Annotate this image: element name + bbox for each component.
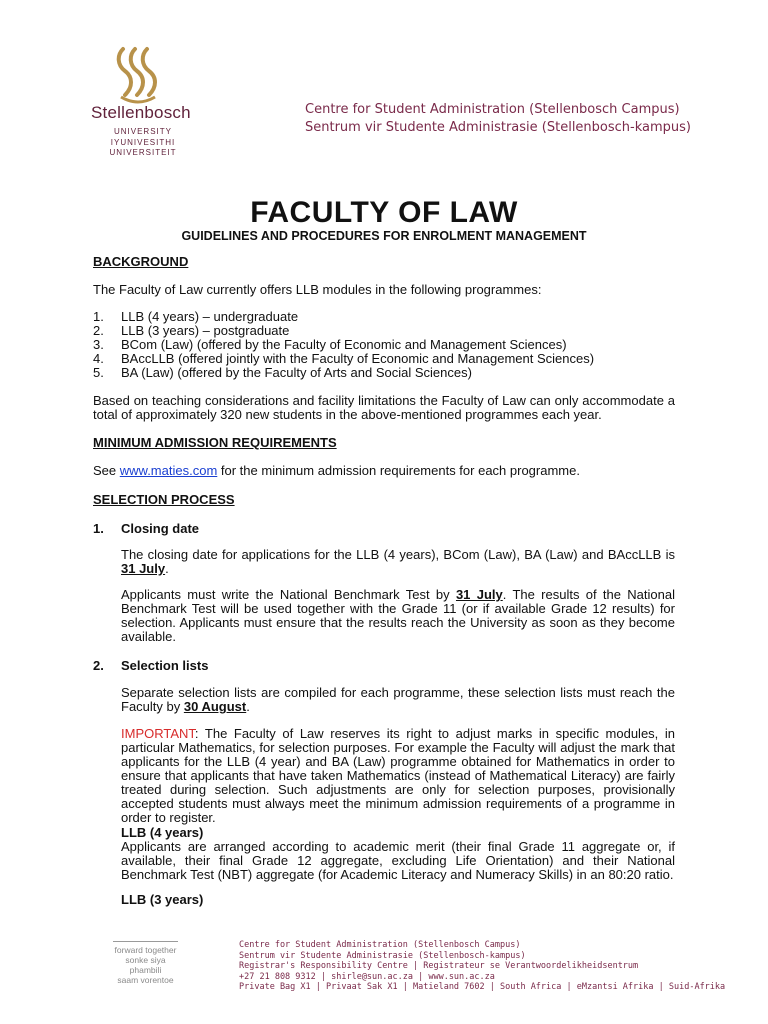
uni-line-xh: IYUNIVESITHI (110, 137, 176, 147)
important-label: IMPORTANT (121, 726, 195, 741)
motto-en: forward together (114, 945, 177, 955)
university-name-lines (91, 127, 195, 159)
header-centre-name (305, 101, 691, 137)
selection-lists-paragraph: Separate selection lists are compiled for each programme, these selection lists must reach the Faculty by 30 August. (121, 685, 675, 714)
page-subtitle: GUIDELINES AND PROCEDURES FOR ENROLMENT MANAGEMENT (181, 229, 587, 243)
motto-af: saam vorentoe (117, 975, 174, 985)
footer-line: +27 21 808 9312 | shirle@sun.ac.za | www.sun.ac.za (239, 971, 495, 982)
important-paragraph: IMPORTANT: The Faculty of Law reserves its right to adjust marks in specific modules, in particular Mathematics, for selection purposes. For example the Faculty will adjust the mark that applicants for the LLB (4 year) and BA (Law) programme obtained for Mathematics in order to ensure that applicants that have taken Mathematics (instead of Mathematical Literacy) are fairly treated during selection. Such adjustments are only for selection purposes, provisionally accepted students must always meet the minimum admission requirements of a programme in order to register. (121, 726, 675, 825)
list-item: 3. BCom (Law) (offered by the Faculty of Economic and Management Sciences) (93, 337, 567, 352)
llb4-heading: LLB (4 years) (121, 825, 204, 840)
list-item: 4. BAccLLB (offered jointly with the Faculty of Economic and Management Sciences) (93, 351, 595, 366)
footer-motto (113, 941, 178, 985)
footer-contact (239, 940, 725, 993)
uni-line-af: UNIVERSITEIT (109, 148, 177, 157)
background-intro: The Faculty of Law currently offers LLB modules in the following programmes: (93, 282, 542, 297)
section-selection-lists: 2. Selection lists (93, 658, 209, 673)
footer-line: Sentrum vir Studente Administrasie (Stellenbosch-kampus) (239, 950, 526, 961)
capacity-paragraph: Based on teaching considerations and facility limitations the Faculty of Law can only accommodate a total of approximately 320 new students in the above-mentioned programmes each year. (93, 393, 675, 422)
nbt-paragraph: Applicants must write the National Benchmark Test by 31 July. The results of the National Benchmark Test will be used together with the Grade 11 (or if available Grade 12 results) for selection. Applicants must ensure that the results reach the University as soon as they become available. (121, 587, 675, 644)
centre-name-af: Sentrum vir Studente Administrasie (Stellenbosch-kampus) (305, 120, 691, 135)
section-closing-date: 1. Closing date (93, 521, 200, 536)
min-admission-heading: MINIMUM ADMISSION REQUIREMENTS (93, 435, 337, 450)
llb4-paragraph: Applicants are arranged according to academic merit (their final Grade 11 aggregate or, if available, their final Grade 12 aggregate, excluding Life Orientation) and their National Benchmark Test (NBT) aggregate (for Academic Literacy and Numeracy Skills) in an 80:20 ratio. (121, 839, 675, 882)
footer-rule (113, 941, 178, 942)
list-item: 2. LLB (3 years) – postgraduate (93, 323, 290, 338)
see-requirements-line: See www.maties.com for the minimum admission requirements for each programme. (93, 463, 580, 478)
university-logo-icon (113, 45, 163, 105)
uni-line-en: UNIVERSITY (113, 127, 172, 136)
closing-date-paragraph: The closing date for applications for the LLB (4 years), BCom (Law), BA (Law) and BAccLLB is 31 July. (121, 547, 675, 576)
list-item: 1. LLB (4 years) – undergraduate (93, 309, 299, 324)
university-brand-name: Stellenbosch (91, 103, 191, 122)
footer-line: Centre for Student Administration (Stellenbosch Campus) (239, 940, 521, 950)
selection-heading: SELECTION PROCESS (93, 492, 235, 507)
list-item: 5. BA (Law) (offered by the Faculty of Arts and Social Sciences) (93, 365, 472, 380)
motto-xh: sonke siya phambili (125, 955, 166, 975)
footer-line: Registrar's Responsibility Centre | Registrateur se Verantwoordelikheidsentrum (239, 961, 639, 971)
page-title: FACULTY OF LAW (250, 196, 518, 229)
programme-list (93, 310, 594, 380)
centre-name-en: Centre for Student Administration (Stellenbosch Campus) (305, 102, 680, 117)
footer-line: Private Bag X1 | Privaat Sak X1 | Matieland 7602 | South Africa | eMzantsi Afrika | Suid-Afrika (239, 982, 726, 992)
background-heading: BACKGROUND (93, 254, 189, 269)
maties-link[interactable]: www.maties.com (119, 463, 218, 478)
llb3-heading: LLB (3 years) (121, 892, 204, 907)
